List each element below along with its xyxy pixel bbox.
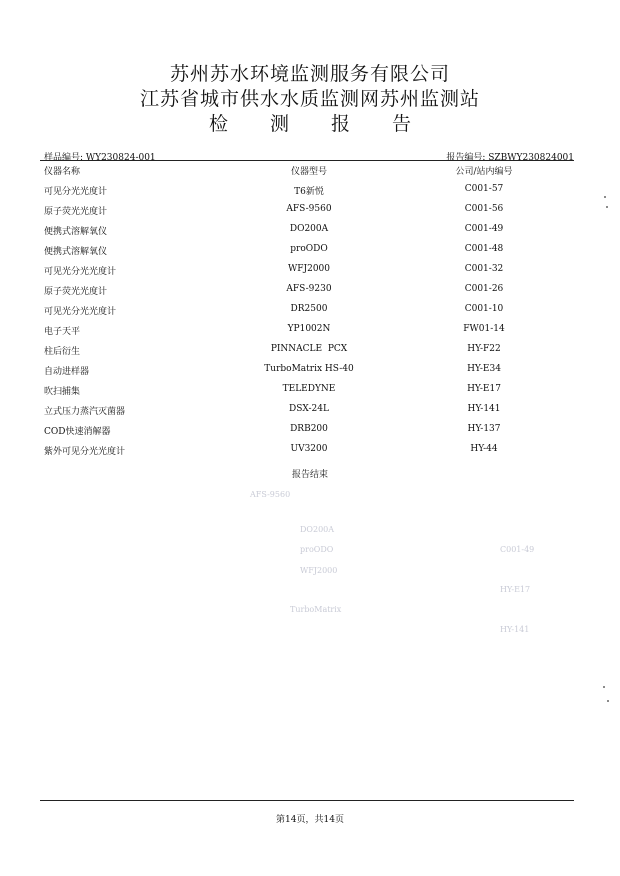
sample-number: 样品编号: WY230824-001: [44, 153, 156, 163]
instrument-name: 立式压力蒸汽灭菌器: [44, 407, 126, 417]
table-row: [44, 264, 574, 284]
table-row: [44, 364, 574, 384]
header-divider: [40, 160, 574, 161]
table-row: [44, 304, 574, 324]
instrument-name: 便携式溶解氧仪: [44, 247, 108, 257]
footer-divider: [40, 800, 574, 801]
instrument-id: C001-57: [464, 184, 504, 194]
instrument-name: 紫外可见分光光度计: [44, 447, 126, 457]
instrument-model: YP1002N: [287, 324, 331, 334]
table-row: [44, 424, 574, 444]
table-row: [44, 384, 574, 404]
instrument-model: AFS-9560: [286, 204, 332, 214]
instrument-id: C001-48: [464, 244, 504, 254]
report-title: [0, 112, 620, 137]
table-row: [44, 204, 574, 224]
instrument-name: 电子天平: [44, 327, 81, 337]
instrument-id: C001-10: [464, 304, 504, 314]
bleed-through-text: WFJ2000: [300, 566, 338, 575]
instrument-name: 可见分光光度计: [44, 187, 108, 197]
instrument-name: 原子荧光光度计: [44, 207, 108, 217]
bleed-through-text: C001-49: [500, 545, 535, 554]
instrument-model: UV3200: [290, 444, 328, 454]
instrument-model: DR2500: [290, 304, 328, 314]
instrument-id: C001-26: [464, 284, 504, 294]
instrument-id: HY-E17: [467, 384, 501, 394]
column-header-id: 公司/站内编号: [455, 167, 513, 177]
instrument-model: TELEDYNE: [282, 384, 336, 394]
report-end-note: 报告结束: [291, 470, 328, 480]
instrument-model: T6新悦: [294, 187, 324, 197]
instrument-model: proODO: [290, 244, 328, 254]
instrument-model: PINNACLE PCX: [270, 344, 348, 354]
instrument-model: DRB200: [290, 424, 328, 434]
instrument-name: 原子荧光光度计: [44, 287, 108, 297]
scan-speck: [604, 196, 606, 198]
instrument-name: 便携式溶解氧仪: [44, 227, 108, 237]
instrument-name: 柱后衍生: [44, 347, 81, 357]
instrument-name: 可见光分光光度计: [44, 307, 117, 317]
instrument-id: HY-E34: [467, 364, 501, 374]
report-title-char: 测: [269, 113, 289, 135]
instrument-id: C001-32: [464, 264, 504, 274]
table-row: [44, 324, 574, 344]
instrument-id: C001-56: [464, 204, 504, 214]
report-header: [0, 62, 620, 137]
table-header-row: [44, 164, 574, 184]
report-title-char: 告: [392, 113, 412, 135]
instrument-model: TurboMatrix HS-40: [264, 364, 354, 374]
report-title-char: 报: [331, 113, 351, 135]
instrument-name: 可见光分光光度计: [44, 267, 117, 277]
instrument-id: HY-F22: [467, 344, 501, 354]
page-number: 第14页，共14页: [276, 815, 344, 825]
instrument-table: [44, 164, 574, 464]
scan-speck: [603, 686, 605, 688]
instrument-model: DSX-24L: [289, 404, 329, 414]
scan-speck: [607, 700, 609, 702]
instrument-id: FW01-14: [463, 324, 505, 334]
table-row: [44, 404, 574, 424]
report-title-char: 检: [208, 113, 228, 135]
instrument-id: HY-44: [470, 444, 498, 454]
company-name: 苏州苏水环境监测服务有限公司: [169, 63, 450, 85]
table-row: [44, 184, 574, 204]
table-row: [44, 344, 574, 364]
instrument-name: COD快速消解器: [44, 427, 111, 437]
column-header-name: 仪器名称: [44, 167, 81, 177]
bleed-through-text: HY-141: [500, 625, 530, 634]
bleed-through-text: AFS-9560: [250, 490, 291, 499]
instrument-id: HY-141: [467, 404, 501, 414]
instrument-name: 自动进样器: [44, 367, 90, 377]
table-row: [44, 444, 574, 464]
instrument-model: AFS-9230: [286, 284, 332, 294]
instrument-name: 吹扫捕集: [44, 387, 81, 397]
bleed-through-text: proODO: [300, 545, 334, 554]
scan-speck: [606, 206, 608, 208]
table-row: [44, 284, 574, 304]
station-name: 江苏省城市供水水质监测网苏州监测站: [139, 88, 480, 110]
instrument-model: DO200A: [289, 224, 329, 234]
column-header-model: 仪器型号: [290, 167, 327, 177]
table-row: [44, 224, 574, 244]
table-row: [44, 244, 574, 264]
instrument-id: C001-49: [464, 224, 504, 234]
bleed-through-text: DO200A: [300, 525, 335, 534]
report-number: 报告编号: SZBWY230824001: [446, 153, 574, 163]
bleed-through-text: TurboMatrix: [290, 605, 342, 614]
bleed-through-text: HY-E17: [500, 585, 531, 594]
instrument-model: WFJ2000: [287, 264, 330, 274]
instrument-id: HY-137: [467, 424, 501, 434]
